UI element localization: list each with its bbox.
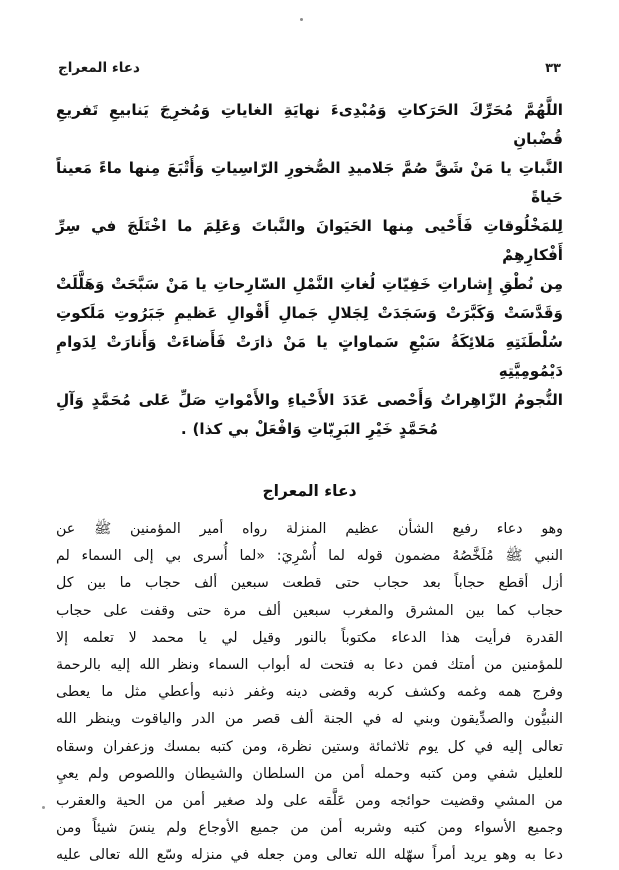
paragraph-line: النبي ﷺ مُلَخَّصُهُ مضمون قوله لما أُسْرِيَ: «لما أُسرى بي إلى السماء لم bbox=[56, 548, 563, 565]
passage-line: سُلْطَنَتِهِ مَلائِكَةُ سَبْعِ سَماواتٍ يا مَنْ ذارَتْ فَأَضاءَتْ وَأَنارَتْ لِدَوامِ دَيْمُومِيَّتِهِ bbox=[56, 333, 563, 380]
paragraph-line: النبيُّون والصدِّيقون وبني له في الجنة ألف قصر من الدر والياقوت وينظر الله bbox=[56, 711, 563, 728]
passage-closing-line: مُحَمَّدٍ خَيْرِ البَرِيّاتِ وَافْعَلْ بي كذا) . bbox=[180, 420, 439, 438]
section-heading: دعاء المعراج bbox=[262, 482, 357, 500]
section-intro-paragraph bbox=[56, 516, 563, 870]
paragraph-line: أزل أقطع حجاباً بعد حجاب حتى قطعت سبعين ألف حجاب ما بين كل bbox=[56, 575, 563, 592]
passage-line: لِلمَخْلُوقاتِ فَأَحْيى مِنها الحَيَوانَ والنَّباتَ وَعَلِمَ ما اخْتَلَجَ في سِرِّ أَفْكارِهِمْ bbox=[56, 217, 563, 264]
paragraph-line: للمؤمنين من أمتك فمن دعا به فتحت له أبواب السماء ونظر الله إليه بالرحمة bbox=[56, 657, 563, 674]
top-registration-dot bbox=[300, 18, 303, 21]
running-title: دعاء المعراج bbox=[58, 60, 140, 76]
page-body bbox=[56, 96, 563, 870]
paragraph-line: وفرج همه وغمه وكشف كربه وقضى دينه وغفر ذنبه وأعطي مثل ما يعطى bbox=[56, 684, 563, 701]
passage-line: النَّباتِ يا مَنْ شَقَّ صُمَّ جَلاميدِ الصُّخورِ الرّاسِياتِ وَأَتْبَعَ مِنها ماءً مَعيناً حَياةً bbox=[56, 159, 563, 206]
paragraph-line: وجميع الأسواء ومن كتبه وشربه أمن من جميع الأوجاع ولم ينسَ شيئاً ومن bbox=[56, 820, 563, 837]
paragraph-line: دعا به وهو يريد أمراً سهّله الله تعالى ومن جعله في منزله وسّع الله تعالى عليه bbox=[56, 847, 563, 864]
paragraph-line: للعليل شفي ومن كتبه وحمله أمن من السلطان والشيطان واللصوص ولم يعيِ bbox=[56, 765, 563, 782]
page-number: ٣٣ bbox=[545, 61, 561, 76]
paragraph-line: القدرة فرأيت هذا الدعاء مكتوباً بالنور وقيل لي يا محمد لا تعلمه إلا bbox=[56, 629, 563, 646]
passage-line: اللَّهُمَّ مُحَرِّكَ الحَرَكاتِ وَمُبْدِىءَ نهايَةِ الغاياتِ وَمُخرِجَ يَنابيعِ تَفريعِ قُضْبانِ bbox=[56, 101, 563, 148]
paragraph-line: تعالى إليه في كل يوم ثلاثمائة وستين نظرة، ومن كتبه بمسك وزعفران وسقاه bbox=[56, 738, 563, 755]
paragraph-line: وهو دعاء رفيع الشأن عظيم المنزلة رواه أمير المؤمنين ﷺ عن bbox=[56, 521, 563, 537]
passage-line: وَقَدَّسَتْ وَكَبَّرَتْ وَسَجَدَتْ لِجَلالِ جَمالِ أَقْوالِ عَظيمِ جَبَرُوتِ مَلَكوتِ bbox=[56, 304, 563, 322]
paragraph-line: حجاب كما بين المشرق والمغرب سبعين ألف مرة حتى وقفت على حجاب bbox=[56, 602, 563, 619]
passage-line: مِن نُطْقِ إِشاراتِ خَفِيّاتِ لُغاتِ النَّمْلِ السّارِحاتِ يا مَنْ سَبَّحَتْ وَهَلَّلَتْ bbox=[56, 275, 563, 293]
passage-line: النُّجومُ الزّاهِراتُ وَأَحْصى عَدَدَ الأَحْياءِ والأَمْواتِ صَلِّ عَلى مُحَمَّدٍ وَآلِ bbox=[56, 391, 563, 409]
paragraph-line: من المشي وقضيت حوائجه ومن عَلَّقه على ولد صغير أمن من الحية والعقرب bbox=[56, 793, 563, 810]
bottom-registration-dot bbox=[42, 806, 45, 809]
supplication-top-passage bbox=[56, 96, 563, 444]
page-header bbox=[58, 60, 561, 76]
